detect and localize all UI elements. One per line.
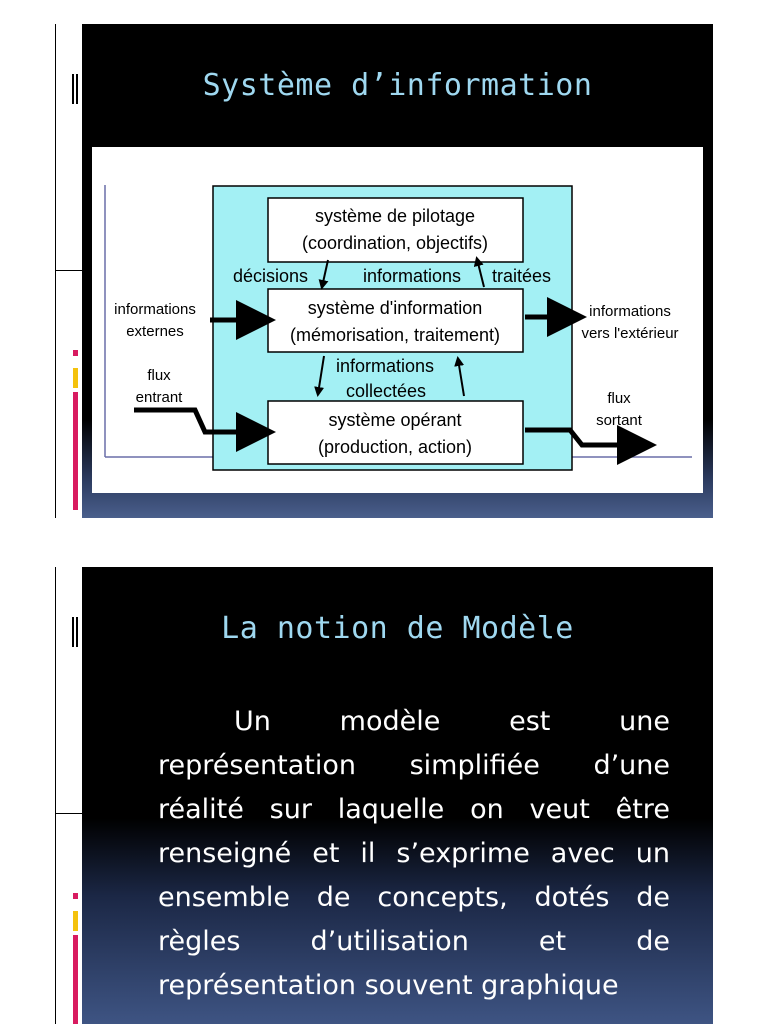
- paragraph-word: une: [619, 706, 670, 737]
- label-info-exterieur-2: vers l'extérieur: [581, 325, 679, 342]
- box-information-line1: système d'information: [307, 298, 483, 318]
- paragraph-line: [158, 832, 670, 876]
- label-informations-externes-2: externes: [126, 323, 184, 340]
- paragraph-word: et: [538, 926, 567, 957]
- paragraph-word: règles: [158, 926, 241, 957]
- paragraph-line: [158, 744, 670, 788]
- box-pilotage-line2: (coordination, objectifs): [301, 233, 489, 253]
- paragraph-word: de: [636, 882, 670, 913]
- paragraph-word: ensemble: [158, 882, 290, 913]
- paragraph-line: [158, 788, 670, 832]
- label-flux-entrant-2: entrant: [135, 389, 183, 406]
- paragraph-word: concepts,: [377, 882, 508, 913]
- paragraph-word: réalité: [158, 794, 244, 825]
- paragraph-word: être: [615, 794, 670, 825]
- label-flux-sortant-1: flux: [607, 390, 631, 407]
- box-operant-line1-text: système opérant: [328, 410, 462, 430]
- slide2-frame-strip: [55, 567, 82, 1024]
- label-informations-top: informations: [363, 266, 462, 286]
- paragraph-word: et: [312, 838, 340, 869]
- paragraph-word: sur: [269, 794, 312, 825]
- box-pilotage-line1: système de pilotage: [314, 206, 476, 226]
- paragraph-word: de: [636, 926, 670, 957]
- paragraph-line: [158, 700, 670, 744]
- paragraph-word: veut: [529, 794, 590, 825]
- information-system-diagram: [92, 147, 703, 493]
- slide-notion-modele: [82, 567, 713, 1024]
- slide1-title: Système d’information: [202, 68, 593, 103]
- label-flux-entrant-1: flux: [147, 367, 171, 384]
- modele-definition-paragraph: [158, 700, 670, 1008]
- paragraph-word: un: [635, 838, 670, 869]
- box-operant-line2: (production, action): [317, 437, 473, 457]
- label-decisions: décisions: [233, 266, 309, 286]
- paragraph-word: avec: [550, 838, 615, 869]
- paragraph-word: renseigné: [158, 838, 292, 869]
- slide-systeme-information: [82, 24, 713, 518]
- paragraph-word: dotés: [534, 882, 610, 913]
- paragraph-line: [158, 876, 670, 920]
- paragraph-word: est: [509, 706, 551, 737]
- paragraph-word: on: [470, 794, 504, 825]
- label-informations-mid: informations: [336, 356, 435, 376]
- paragraph-word: simplifiée: [409, 750, 540, 781]
- paragraph-word: modèle: [339, 706, 441, 737]
- slide2-title: La notion de Modèle: [221, 611, 574, 646]
- label-traitees: traitées: [492, 266, 552, 286]
- paragraph-word: d’une: [593, 750, 670, 781]
- box-information-line2: (mémorisation, traitement): [289, 325, 501, 345]
- paragraph-line: [158, 920, 670, 964]
- paragraph-word: d’utilisation: [310, 926, 469, 957]
- paragraph-line: [158, 964, 670, 1008]
- paragraph-word: Un: [234, 706, 271, 737]
- paragraph-word: de: [316, 882, 351, 913]
- paragraph-word: il: [360, 838, 376, 869]
- paragraph-word: laquelle: [337, 794, 445, 825]
- label-collectees: collectées: [346, 381, 427, 401]
- label-info-exterieur-1: informations: [589, 303, 671, 320]
- diagram-panel: [92, 147, 703, 493]
- paragraph-word: représentation souvent graphique: [158, 970, 619, 1001]
- label-informations-externes-1: informations: [114, 301, 196, 318]
- label-flux-sortant-2: sortant: [596, 412, 642, 429]
- slide1-frame-strip: [55, 24, 82, 518]
- paragraph-word: s’exprime: [396, 838, 530, 869]
- paragraph-word: représentation: [158, 750, 357, 781]
